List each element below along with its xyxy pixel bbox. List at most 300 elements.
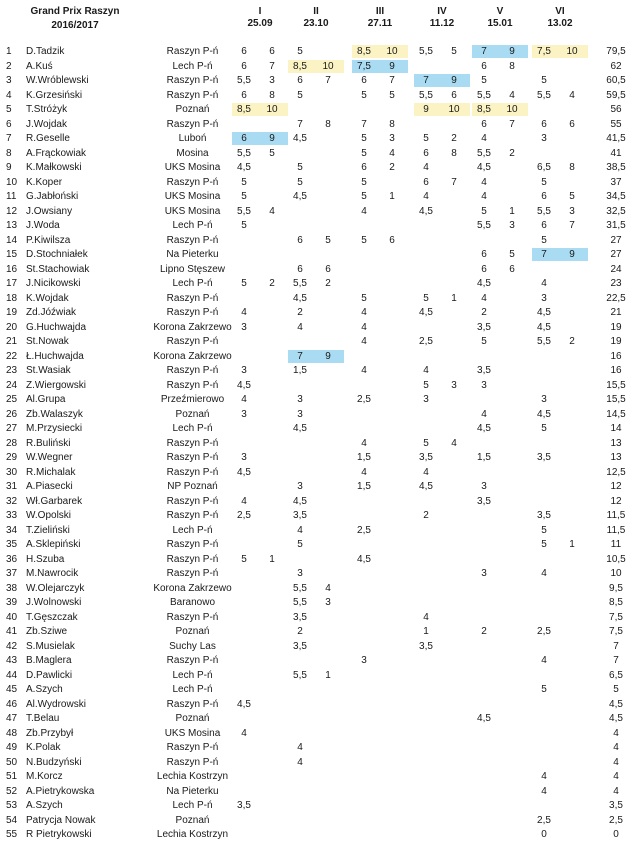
round-points (440, 276, 468, 291)
round-roman: III (375, 6, 385, 17)
round-points (314, 421, 342, 436)
round-points (378, 175, 406, 190)
round-score: 5 (361, 176, 367, 188)
player-club: Przeźmierowo (160, 394, 225, 405)
round-score (230, 537, 258, 552)
round-score (530, 711, 558, 726)
round-points (558, 305, 586, 320)
round-score: 5 (481, 205, 487, 217)
round-points (558, 73, 586, 88)
round-score (412, 117, 440, 132)
row-number: 17 (6, 278, 18, 289)
total-score: 14,5 (606, 408, 626, 420)
player-club: Raszyn P-ń (166, 379, 219, 391)
round-score: 7 (481, 46, 487, 57)
round-score (350, 798, 378, 813)
round-points (314, 102, 342, 117)
round-points (378, 653, 406, 668)
round-points (258, 494, 286, 509)
round-points (314, 363, 342, 378)
round-score (230, 682, 258, 697)
round-points (558, 146, 586, 161)
table-row (0, 610, 638, 625)
round-score: 6 (241, 89, 247, 101)
round-score: 4,5 (293, 292, 307, 304)
round-points (498, 595, 526, 610)
round-points (314, 218, 342, 233)
round-score: 5,5 (237, 75, 251, 86)
round-points (498, 639, 526, 654)
round-points (440, 581, 468, 596)
round-points (378, 276, 406, 291)
round-score (230, 595, 258, 610)
round-points (498, 769, 526, 784)
round-points (378, 479, 406, 494)
round-points (378, 682, 406, 697)
round-score: 3,5 (477, 365, 491, 376)
round-score (412, 262, 440, 277)
round-points: 3 (451, 379, 457, 391)
round-score (350, 769, 378, 784)
player-name: Ł.Huchwajda (26, 350, 84, 362)
round-score: 3,5 (537, 452, 551, 463)
round-points (314, 523, 342, 538)
total-score: 55 (610, 118, 622, 130)
round-points (498, 682, 526, 697)
total-score: 11,5 (606, 510, 626, 521)
table-row (0, 436, 638, 451)
round-score (350, 262, 378, 277)
round-points (314, 566, 342, 581)
round-score (286, 436, 314, 451)
round-score: 3 (241, 452, 247, 463)
round-score (286, 218, 314, 233)
round-score: 3 (241, 321, 247, 333)
round-points (258, 247, 286, 262)
round-points (314, 436, 342, 451)
round-points (314, 537, 342, 552)
round-points (440, 595, 468, 610)
round-points (558, 595, 586, 610)
row-number: 9 (6, 162, 12, 173)
player-club: Raszyn P-ń (166, 365, 219, 376)
round-score: 5 (241, 553, 247, 565)
round-score: 3 (297, 394, 303, 405)
round-score (350, 813, 378, 828)
round-points (498, 494, 526, 509)
round-score (412, 537, 440, 552)
round-score: 4 (481, 292, 487, 304)
round-score (350, 668, 378, 683)
round-score (530, 363, 558, 378)
round-points: 10 (506, 104, 518, 115)
round-score (530, 639, 558, 654)
round-score (412, 827, 440, 842)
round-score (350, 508, 378, 523)
round-score (286, 784, 314, 799)
round-roman: I (258, 6, 262, 17)
round-score (412, 421, 440, 436)
row-number: 28 (6, 437, 18, 449)
round-score (286, 697, 314, 712)
table-row (0, 392, 638, 407)
round-points (440, 160, 468, 175)
round-points (440, 349, 468, 364)
round-points (314, 697, 342, 712)
round-score: 5,5 (537, 89, 551, 101)
round-score (230, 436, 258, 451)
round-points: 3 (325, 597, 331, 608)
table-row (0, 117, 638, 132)
round-points (498, 407, 526, 422)
total-score: 38,5 (606, 162, 626, 173)
player-club: Raszyn P-ń (166, 437, 219, 449)
round-score (470, 537, 498, 552)
player-name: J.Owsiany (26, 205, 73, 217)
round-score (470, 682, 498, 697)
round-score (230, 653, 258, 668)
round-score: 8,5 (293, 60, 307, 72)
round-points (258, 160, 286, 175)
round-score: 4,5 (537, 307, 551, 318)
round-score: 3 (481, 568, 487, 579)
round-points (314, 407, 342, 422)
round-points (378, 262, 406, 277)
round-score: 4,5 (477, 423, 491, 434)
player-club: Raszyn P-ń (166, 568, 219, 579)
row-number: 21 (6, 336, 18, 347)
row-number: 13 (6, 220, 18, 231)
player-club: Raszyn P-ń (166, 698, 219, 710)
round-score: 5 (361, 89, 367, 101)
round-points (258, 668, 286, 683)
round-score (350, 711, 378, 726)
table-row (0, 624, 638, 639)
round-score (470, 233, 498, 248)
round-points (498, 740, 526, 755)
round-roman: II (313, 6, 319, 17)
round-score: 3 (481, 481, 487, 492)
round-score: 5 (297, 162, 303, 173)
round-score: 6 (241, 46, 247, 57)
round-score (286, 711, 314, 726)
round-score (350, 726, 378, 741)
round-points: 3 (569, 205, 575, 217)
round-score: 5 (297, 89, 303, 101)
round-points (440, 494, 468, 509)
round-points (378, 827, 406, 842)
round-points (378, 740, 406, 755)
round-points (440, 189, 468, 204)
row-number: 31 (6, 481, 18, 492)
round-points (558, 755, 586, 770)
total-score: 31,5 (606, 220, 626, 231)
table-row (0, 827, 638, 842)
total-score: 24 (610, 263, 622, 275)
table-row (0, 740, 638, 755)
round-date: 25.09 (247, 18, 273, 29)
round-points: 1 (389, 191, 395, 202)
total-score: 22,5 (606, 292, 626, 304)
player-name: M.Korcz (26, 771, 63, 782)
round-score (230, 740, 258, 755)
table-row (0, 537, 638, 552)
round-score (286, 552, 314, 567)
round-score (470, 552, 498, 567)
total-score: 3,5 (609, 800, 623, 811)
row-number: 54 (6, 814, 18, 826)
round-score: 2,5 (357, 394, 371, 405)
round-score: 3,5 (477, 321, 491, 333)
round-score: 6 (361, 162, 367, 173)
round-score (470, 595, 498, 610)
round-points (558, 59, 586, 74)
round-points: 10 (266, 104, 278, 115)
player-name: P.Kiwilsza (26, 234, 71, 246)
table-row (0, 508, 638, 523)
round-score: 6 (361, 75, 367, 86)
table-row (0, 813, 638, 828)
round-score: 6 (541, 191, 547, 202)
player-club: Raszyn P-ń (166, 46, 219, 57)
player-club: Suchy Las (169, 640, 216, 652)
round-score (470, 740, 498, 755)
row-number: 19 (6, 307, 18, 318)
round-points (314, 88, 342, 103)
round-points (378, 726, 406, 741)
round-score (230, 668, 258, 683)
round-points (440, 639, 468, 654)
row-number: 29 (6, 452, 18, 463)
row-number: 18 (6, 292, 18, 304)
player-name: St.Stachowiak (26, 263, 90, 275)
round-points (258, 813, 286, 828)
round-score: 0 (541, 829, 547, 840)
row-number: 55 (6, 829, 18, 840)
round-score: 3 (297, 408, 303, 420)
round-score: 7 (541, 249, 547, 260)
player-club: Raszyn P-ń (166, 466, 219, 478)
total-score: 4 (613, 727, 619, 739)
total-score: 6,5 (609, 669, 623, 681)
total-score: 4 (613, 756, 619, 768)
round-points (314, 726, 342, 741)
player-club: Poznań (175, 814, 210, 826)
round-points (498, 798, 526, 813)
player-club: Lech P-ń (172, 60, 213, 72)
round-points: 8 (325, 118, 331, 130)
round-points (440, 407, 468, 422)
round-points (498, 813, 526, 828)
round-score (412, 769, 440, 784)
player-name: G.Huchwajda (26, 321, 87, 333)
table-row (0, 247, 638, 262)
table-row (0, 668, 638, 683)
table-row (0, 189, 638, 204)
round-points: 4 (389, 147, 395, 159)
round-points (498, 537, 526, 552)
total-score: 4 (613, 771, 619, 782)
round-score (470, 726, 498, 741)
round-roman: VI (555, 6, 565, 17)
round-points (498, 349, 526, 364)
round-date: 23.10 (303, 18, 329, 29)
total-score: 11 (610, 539, 622, 550)
round-points (314, 755, 342, 770)
round-score: 5 (241, 220, 247, 231)
round-score: 6 (297, 263, 303, 275)
round-score: 4,5 (237, 466, 251, 478)
round-score: 7,5 (537, 46, 551, 57)
round-score (412, 59, 440, 74)
round-points (498, 668, 526, 683)
round-score (286, 827, 314, 842)
player-name: K.Małkowski (26, 162, 82, 173)
round-score: 4 (481, 408, 487, 420)
round-score: 6 (481, 249, 487, 260)
round-points: 9 (325, 350, 331, 362)
round-score (350, 697, 378, 712)
total-score: 9,5 (609, 582, 623, 594)
round-score: 5 (423, 379, 429, 391)
round-points (498, 291, 526, 306)
player-name: K.Polak (26, 742, 61, 753)
table-row (0, 552, 638, 567)
table-row (0, 175, 638, 190)
player-club: Raszyn P-ń (166, 655, 219, 666)
round-points (558, 479, 586, 494)
row-number: 27 (6, 423, 18, 434)
round-score: 5,5 (419, 89, 433, 101)
round-points (558, 682, 586, 697)
total-score: 62 (610, 60, 622, 72)
round-score: 5 (423, 292, 429, 304)
round-score: 8,5 (357, 46, 371, 57)
round-points: 6 (569, 118, 575, 130)
round-score: 6 (541, 118, 547, 130)
row-number: 10 (6, 176, 18, 188)
round-score: 4,5 (293, 191, 307, 202)
round-points (498, 784, 526, 799)
round-points: 4 (269, 205, 275, 217)
round-points: 6 (325, 263, 331, 275)
total-score: 4,5 (609, 713, 623, 724)
round-score (470, 610, 498, 625)
round-score (412, 566, 440, 581)
round-score (350, 421, 378, 436)
round-score (412, 523, 440, 538)
round-points (314, 465, 342, 480)
player-name: D.Stochniałek (26, 249, 88, 260)
round-score: 4,5 (237, 698, 251, 710)
round-points (258, 465, 286, 480)
round-points (314, 146, 342, 161)
round-score: 7 (297, 118, 303, 130)
table-row (0, 769, 638, 784)
round-score: 4 (361, 437, 367, 449)
round-score: 6 (481, 263, 487, 275)
table-row (0, 276, 638, 291)
player-club: Lechia Kostrzyn (156, 829, 229, 840)
player-name: J.Woda (26, 220, 60, 231)
round-points (440, 798, 468, 813)
row-number: 41 (6, 626, 18, 637)
round-score (286, 334, 314, 349)
total-score: 7,5 (609, 626, 623, 637)
round-score (286, 378, 314, 393)
round-points: 1 (325, 669, 331, 681)
round-score: 5 (481, 336, 487, 347)
table-row (0, 581, 638, 596)
round-points (378, 436, 406, 451)
round-points (258, 653, 286, 668)
round-points: 6 (389, 234, 395, 246)
round-score: 5,5 (237, 147, 251, 159)
round-points (314, 769, 342, 784)
round-points (498, 465, 526, 480)
round-score: 5 (361, 292, 367, 304)
round-points (558, 711, 586, 726)
round-points (258, 262, 286, 277)
round-points (378, 291, 406, 306)
round-score: 4,5 (537, 408, 551, 420)
round-points (258, 711, 286, 726)
table-row (0, 726, 638, 741)
round-score: 2,5 (357, 524, 371, 536)
round-points (498, 827, 526, 842)
round-score (286, 465, 314, 480)
round-points (558, 581, 586, 596)
round-points: 3 (269, 75, 275, 86)
round-points (314, 740, 342, 755)
round-score: 5 (361, 191, 367, 202)
row-number: 49 (6, 742, 18, 753)
round-points (498, 320, 526, 335)
row-number: 5 (6, 104, 12, 115)
player-name: R.Michalak (26, 466, 76, 478)
round-score (412, 581, 440, 596)
player-club: Korona Zakrzewo (153, 350, 232, 362)
round-score (530, 552, 558, 567)
round-score (530, 697, 558, 712)
round-points: 4 (509, 89, 515, 101)
round-score: 4 (297, 756, 303, 768)
round-score (230, 769, 258, 784)
round-score (350, 639, 378, 654)
round-score: 4 (241, 727, 247, 739)
round-score: 5 (241, 278, 247, 289)
round-score: 5,5 (419, 46, 433, 57)
player-club: Baranowo (169, 597, 216, 608)
round-points (314, 827, 342, 842)
total-score: 12,5 (606, 466, 626, 478)
round-score (530, 755, 558, 770)
round-points (258, 639, 286, 654)
round-score (470, 436, 498, 451)
round-roman: V (496, 6, 504, 17)
round-points (498, 363, 526, 378)
round-score (412, 595, 440, 610)
round-score: 3,5 (237, 800, 251, 811)
round-score: 5 (423, 133, 429, 144)
table-row (0, 378, 638, 393)
player-name: J.Wolnowski (26, 597, 82, 608)
total-score: 10,5 (606, 553, 626, 565)
round-score (286, 146, 314, 161)
round-score: 2 (297, 626, 303, 637)
round-points (314, 711, 342, 726)
player-name: T.Zieliński (26, 524, 70, 536)
